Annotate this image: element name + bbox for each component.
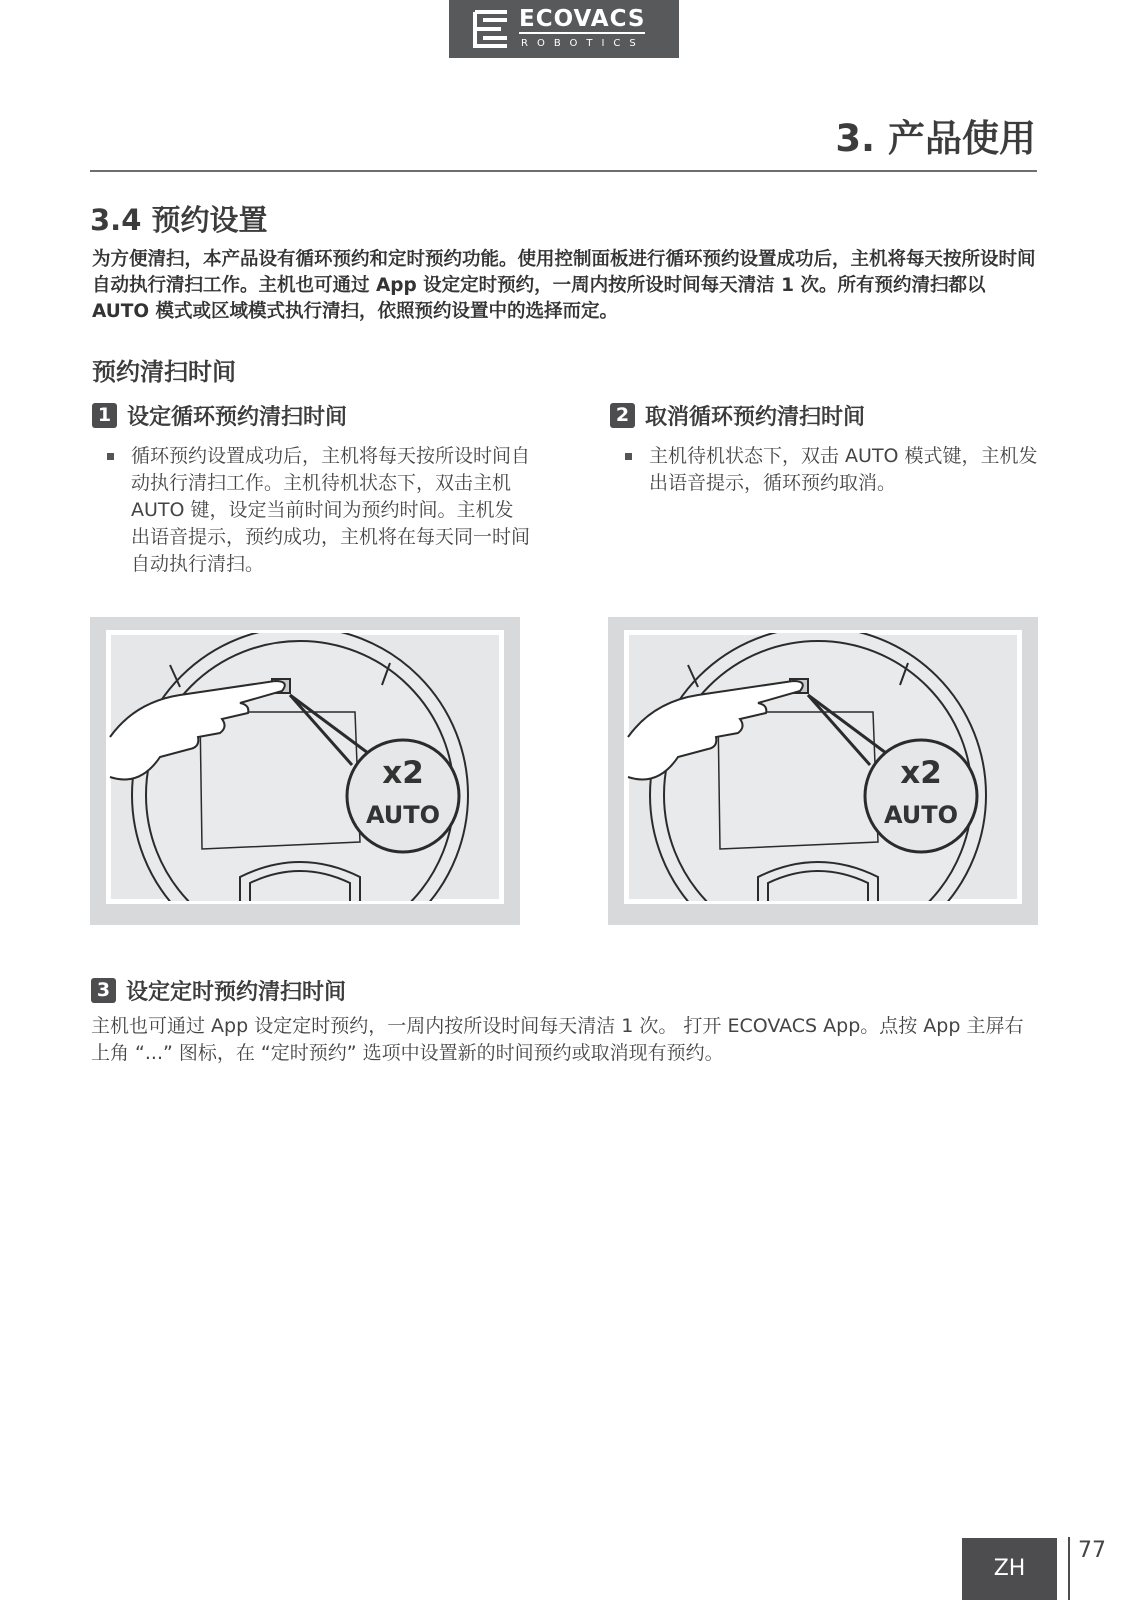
press-count-label: x2 xyxy=(382,755,424,791)
illustration-double-press-auto-1 xyxy=(90,617,520,925)
step-1-bullet xyxy=(131,443,531,578)
subheading: 预约清扫时间 xyxy=(92,358,236,386)
step-title: 取消循环预约清扫时间 xyxy=(645,405,866,430)
step-number-badge: 2 xyxy=(610,403,635,428)
press-count-label: x2 xyxy=(900,755,942,791)
chapter-title: 3. 产品使用 xyxy=(835,117,1036,160)
illustration-double-press-auto-2 xyxy=(608,617,1038,925)
section-title: 3.4 预约设置 xyxy=(90,203,268,237)
language-tab: ZH xyxy=(962,1538,1057,1600)
step-2-bullet xyxy=(649,443,1039,497)
page-number-divider xyxy=(1068,1537,1070,1600)
bullet-square-icon xyxy=(625,453,632,460)
brand-name: ECOVACS xyxy=(519,6,646,32)
step-2-heading xyxy=(610,400,865,431)
step-number-badge: 3 xyxy=(91,978,116,1003)
bullet-square-icon xyxy=(107,453,114,460)
step-text: 循环预约设置成功后，主机将每天按所设时间自动执行清扫工作。主机待机状态下，双击主机 AUTO 键，设定当前时间为预约时间。主机发出语音提示，预约成功，主机将在每天同一时间自动执行清扫。 xyxy=(131,445,531,575)
auto-button-label: AUTO xyxy=(883,801,959,829)
step-text: 主机待机状态下，双击 AUTO 模式键，主机发出语音提示，循环预约取消。 xyxy=(649,445,1038,494)
auto-button-label: AUTO xyxy=(365,801,441,829)
ecovacs-e-icon xyxy=(471,10,511,48)
robot-illustration xyxy=(608,617,1038,925)
step-3-text: 主机也可通过 App 设定定时预约，一周内按所设时间每天清洁 1 次。 打开 ECOVACS App。点按 App 主屏右上角 “...” 图标，在 “定时预约” 选项中设置新的时间预约或取消现有预约。 xyxy=(91,1015,1024,1064)
step-1-heading xyxy=(92,400,347,431)
brand-subtitle: ROBOTICS xyxy=(521,38,645,49)
step-title: 设定循环预约清扫时间 xyxy=(127,405,348,430)
step-number-badge: 1 xyxy=(92,403,117,428)
page-number: 77 xyxy=(1078,1538,1106,1563)
robot-illustration xyxy=(90,617,520,925)
brand-logo xyxy=(449,0,679,58)
header-divider xyxy=(90,170,1037,172)
section-intro: 为方便清扫，本产品设有循环预约和定时预约功能。使用控制面板进行循环预约设置成功后，主机将每天按所设时间自动执行清扫工作。主机也可通过 App 设定定时预约，一周内按所设时间每天清洁 1 次。所有预约清扫都以 AUTO 模式或区域模式执行清扫，依照预约设置中的选择而定。 xyxy=(92,249,1036,322)
step-title: 设定定时预约清扫时间 xyxy=(126,980,347,1005)
step-3-heading xyxy=(91,975,346,1006)
